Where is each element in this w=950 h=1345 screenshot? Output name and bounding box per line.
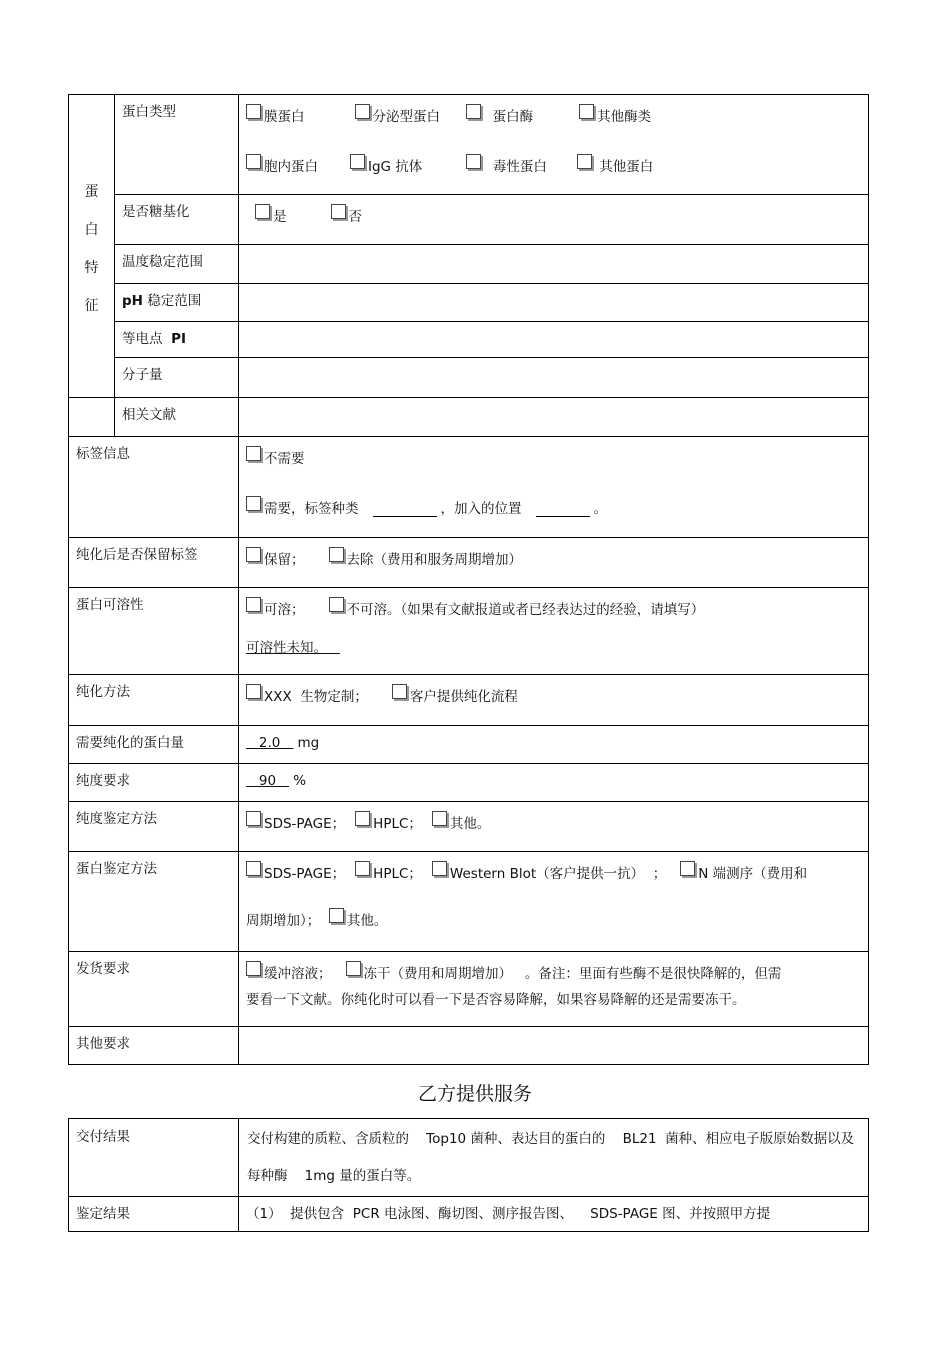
other-enzyme-checkbox[interactable] bbox=[579, 104, 594, 119]
other-protein-checkbox[interactable] bbox=[577, 154, 592, 169]
purity-hplc-checkbox[interactable] bbox=[355, 811, 370, 826]
option-label: 分泌型蛋白 bbox=[372, 109, 440, 125]
purity-method-label: 纯度鉴定方法 bbox=[69, 802, 239, 852]
keep-tag-options bbox=[239, 538, 869, 588]
glyco-no-checkbox[interactable] bbox=[331, 204, 346, 219]
secreted-protein-checkbox[interactable] bbox=[355, 104, 370, 119]
solubility-label: 蛋白可溶性 bbox=[69, 588, 239, 675]
id-nterm-checkbox[interactable] bbox=[680, 861, 695, 876]
purity-label: 纯度要求 bbox=[69, 764, 239, 802]
option-label: SDS-PAGE； bbox=[264, 866, 346, 882]
shipping-label: 发货要求 bbox=[69, 952, 239, 1027]
customer-process-checkbox[interactable] bbox=[392, 684, 407, 699]
section-char: 蛋 bbox=[84, 184, 99, 200]
solubility-note[interactable]: 可溶性未知。 bbox=[246, 640, 327, 656]
purity-unit: % bbox=[293, 773, 307, 789]
option-label: 。 bbox=[593, 501, 607, 517]
id-western-checkbox[interactable] bbox=[432, 861, 447, 876]
glycosylation-label: 是否糖基化 bbox=[115, 195, 239, 245]
glyco-yes-checkbox[interactable] bbox=[255, 204, 270, 219]
option-label: HPLC； bbox=[373, 866, 422, 882]
protease-checkbox[interactable] bbox=[466, 104, 481, 119]
pi-bold: PI bbox=[171, 331, 187, 347]
option-label: 毒性蛋白 bbox=[492, 159, 547, 175]
id-hplc-checkbox[interactable] bbox=[355, 861, 370, 876]
shipping-note: 要看一下文献。你纯化时可以看一下是否容易降解，如果容易降解的还是需要冻干。 bbox=[246, 992, 746, 1008]
option-label: SDS-PAGE； bbox=[264, 816, 346, 832]
option-label: 缓冲溶液； bbox=[264, 966, 332, 982]
option-label: N 端测序（费用和 bbox=[698, 866, 808, 882]
pi-text: 等电点 bbox=[122, 331, 167, 347]
option-label: 蛋白酶 bbox=[492, 109, 534, 125]
option-label: 其他。 bbox=[346, 913, 388, 929]
protein-features-section bbox=[69, 95, 115, 398]
pi-field[interactable] bbox=[239, 322, 869, 358]
option-label: 可溶； bbox=[264, 602, 305, 618]
shipping-options bbox=[239, 952, 869, 1027]
ph-range-label bbox=[115, 284, 239, 322]
option-label: 是 bbox=[273, 209, 287, 225]
purify-method-options bbox=[239, 675, 869, 726]
pi-label bbox=[115, 322, 239, 358]
keep-tag-checkbox[interactable] bbox=[246, 547, 261, 562]
identification-label: 鉴定结果 bbox=[69, 1197, 239, 1232]
purity-method-options bbox=[239, 802, 869, 852]
services-heading: 乙方提供服务 bbox=[417, 1083, 532, 1105]
ph-rest: 稳定范围 bbox=[142, 293, 202, 309]
option-label: IgG 抗体 bbox=[368, 159, 423, 175]
empty-section-cell bbox=[69, 398, 115, 437]
tag-info-label: 标签信息 bbox=[69, 437, 239, 538]
id-method-line2: 周期增加）； bbox=[246, 913, 321, 929]
literature-field[interactable] bbox=[239, 398, 869, 437]
option-label: 保留； bbox=[264, 552, 305, 568]
deliverables-text: 交付构建的质粒、含质粒的 Top10 菌种、表达目的蛋白的 BL21 菌种、相应电子版原始数据以及每种酶 1mg 量的蛋白等。 bbox=[239, 1119, 869, 1197]
section-char: 特 bbox=[84, 260, 99, 276]
lyophilized-checkbox[interactable] bbox=[346, 961, 361, 976]
identification-text: （1） 提供包含 PCR 电泳图、酶切图、测序报告图、 SDS-PAGE 图、并按照甲方提 bbox=[239, 1197, 869, 1232]
option-label: 冻干（费用和周期增加） 。备注：里面有些酶不是很快降解的，但需 bbox=[363, 966, 782, 982]
remove-tag-checkbox[interactable] bbox=[329, 547, 344, 562]
option-label: 其他蛋白 bbox=[599, 159, 654, 175]
protein-spec-table bbox=[68, 94, 869, 437]
option-label: XXX 生物定制； bbox=[264, 689, 368, 705]
solubility-options bbox=[239, 588, 869, 675]
option-label: ，加入的位置 bbox=[440, 501, 522, 517]
purify-method-label: 纯化方法 bbox=[69, 675, 239, 726]
intracellular-protein-checkbox[interactable] bbox=[246, 154, 261, 169]
id-method-options bbox=[239, 852, 869, 952]
protein-type-label: 蛋白类型 bbox=[115, 95, 239, 195]
soluble-checkbox[interactable] bbox=[246, 597, 261, 612]
purity-value: 90 bbox=[258, 773, 277, 789]
literature-label: 相关文献 bbox=[115, 398, 239, 437]
amount-unit: mg bbox=[297, 735, 320, 751]
no-tag-checkbox[interactable] bbox=[246, 446, 261, 461]
option-label: Western Blot（客户提供一抗） ； bbox=[449, 866, 667, 882]
xxx-custom-checkbox[interactable] bbox=[246, 684, 261, 699]
id-sdspage-checkbox[interactable] bbox=[246, 861, 261, 876]
ph-range-field[interactable] bbox=[239, 284, 869, 322]
amount-value: 2.0 bbox=[258, 735, 281, 751]
membrane-protein-checkbox[interactable] bbox=[246, 104, 261, 119]
temp-range-field[interactable] bbox=[239, 245, 869, 284]
section-char: 征 bbox=[84, 298, 99, 314]
option-label: 膜蛋白 bbox=[264, 109, 305, 125]
glycosylation-options bbox=[239, 195, 869, 245]
section-char: 白 bbox=[84, 222, 99, 238]
option-label: 其他酶类 bbox=[597, 109, 652, 125]
requirements-table bbox=[68, 436, 869, 1065]
option-label: 需要，标签种类 bbox=[264, 501, 359, 517]
ph-text: pH bbox=[122, 293, 143, 309]
mw-label: 分子量 bbox=[115, 358, 239, 398]
id-method-label: 蛋白鉴定方法 bbox=[69, 852, 239, 952]
deliverables-label: 交付结果 bbox=[69, 1119, 239, 1197]
purity-field[interactable] bbox=[239, 764, 869, 802]
protein-type-options bbox=[239, 95, 869, 195]
services-table bbox=[68, 1118, 869, 1232]
amount-label: 需要纯化的蛋白量 bbox=[69, 726, 239, 764]
option-label: 客户提供纯化流程 bbox=[409, 689, 518, 705]
temp-range-label: 温度稳定范围 bbox=[115, 245, 239, 284]
buffer-solution-checkbox[interactable] bbox=[246, 961, 261, 976]
insoluble-checkbox[interactable] bbox=[329, 597, 344, 612]
option-label: 胞内蛋白 bbox=[264, 159, 318, 175]
mw-field[interactable] bbox=[239, 358, 869, 398]
keep-tag-label: 纯化后是否保留标签 bbox=[69, 538, 239, 588]
igg-antibody-checkbox[interactable] bbox=[350, 154, 365, 169]
other-req-label: 其他要求 bbox=[69, 1027, 239, 1065]
option-label: HPLC； bbox=[373, 816, 422, 832]
tag-position-blank[interactable] bbox=[536, 502, 590, 517]
id-other-checkbox[interactable] bbox=[329, 908, 344, 923]
option-label: 否 bbox=[348, 209, 362, 225]
option-label: 其他。 bbox=[449, 816, 491, 832]
option-label: 去除（费用和服务周期增加） bbox=[346, 552, 522, 568]
purity-sdspage-checkbox[interactable] bbox=[246, 811, 261, 826]
option-label: 不需要 bbox=[264, 451, 305, 467]
tag-type-blank[interactable] bbox=[373, 502, 437, 517]
toxic-protein-checkbox[interactable] bbox=[466, 154, 481, 169]
purity-other-checkbox[interactable] bbox=[432, 811, 447, 826]
option-label: 不可溶。（如果有文献报道或者已经表达过的经验，请填写） bbox=[346, 602, 705, 618]
need-tag-checkbox[interactable] bbox=[246, 496, 261, 511]
other-req-field[interactable] bbox=[239, 1027, 869, 1065]
tag-info-options bbox=[239, 437, 869, 538]
amount-field[interactable] bbox=[239, 726, 869, 764]
